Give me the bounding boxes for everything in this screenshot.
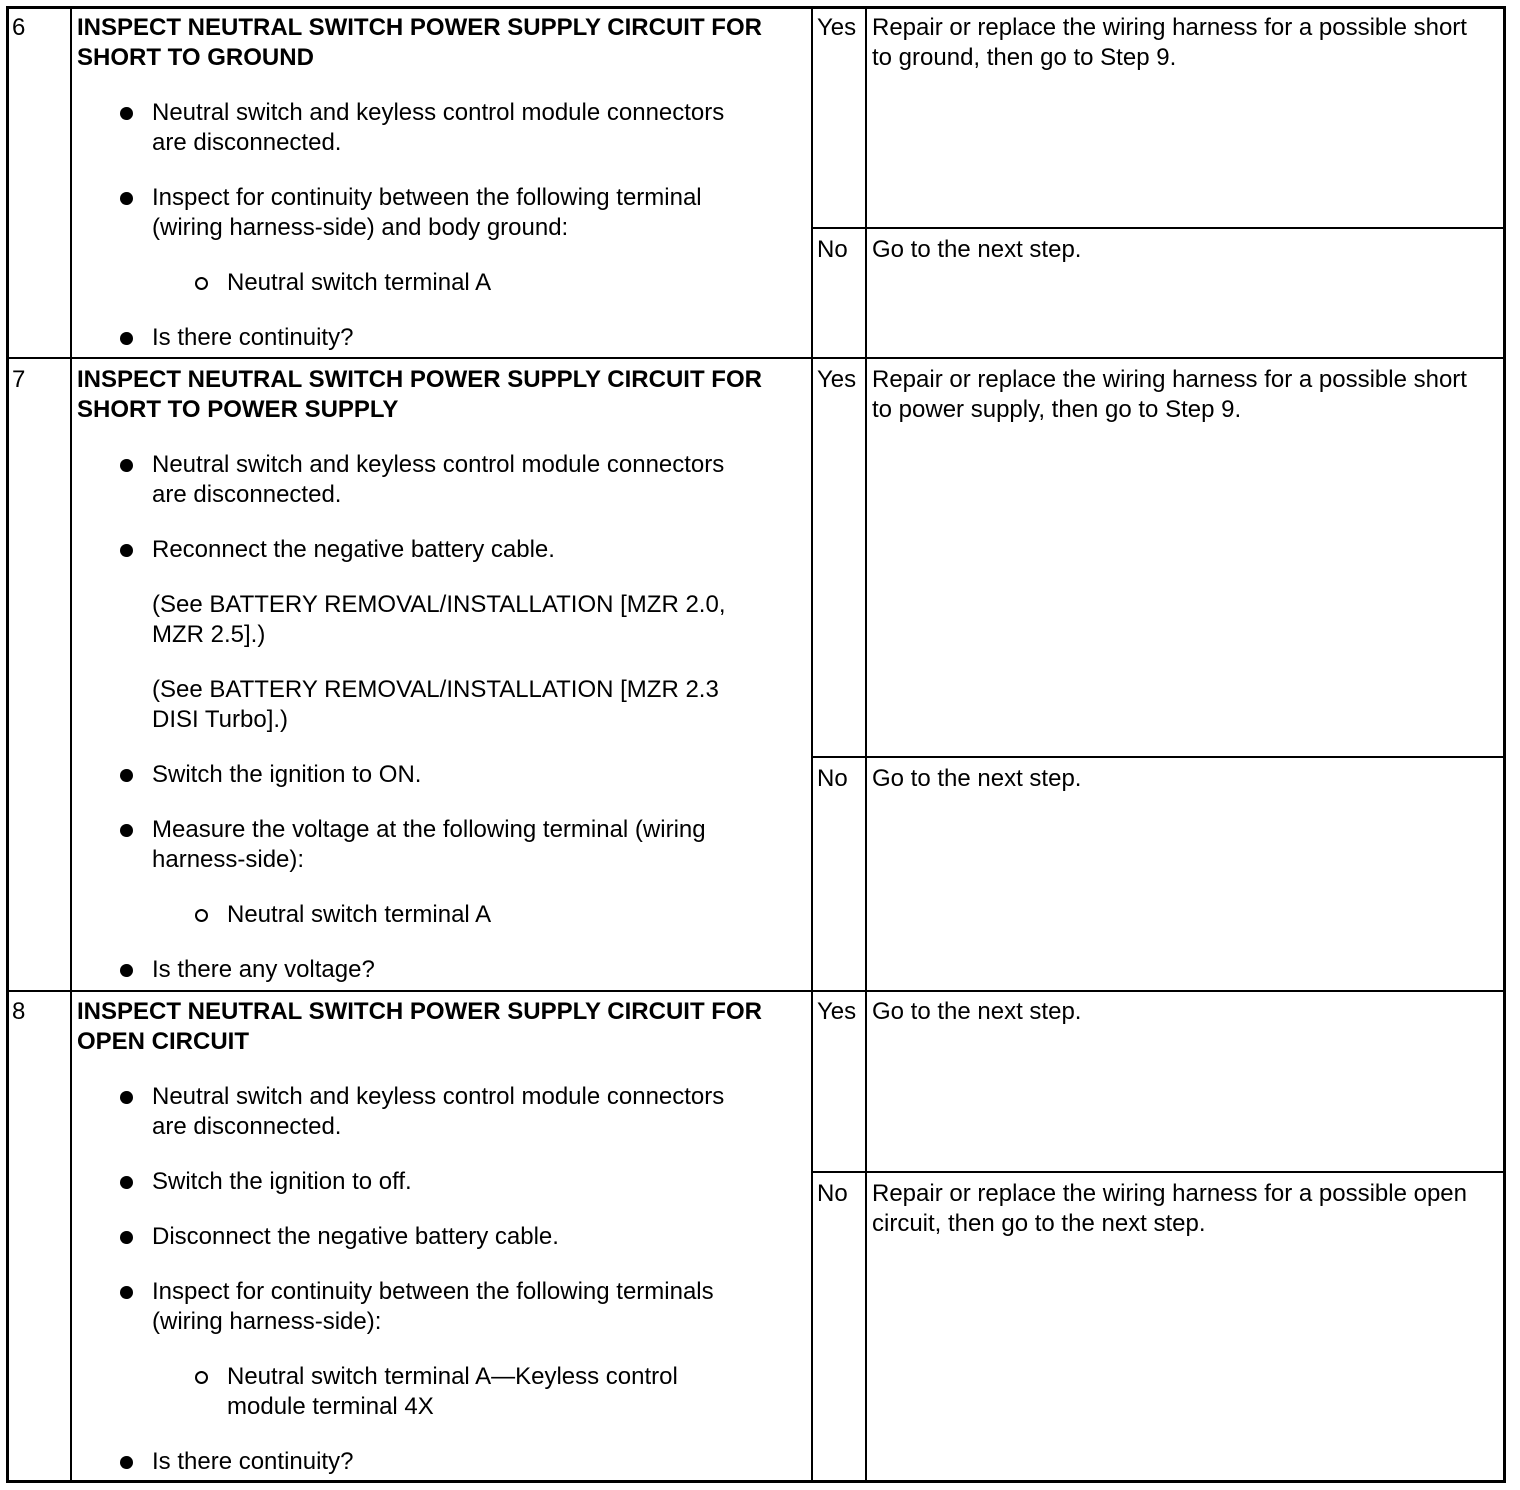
list-item: are disconnected. <box>152 481 342 508</box>
sub-bullet-icon <box>195 1371 208 1384</box>
no-label: No <box>817 1180 848 1207</box>
bullet-icon <box>120 964 133 977</box>
list-item: Neutral switch terminal A <box>227 269 492 296</box>
no-label: No <box>817 236 848 263</box>
list-item: Reconnect the negative battery cable. <box>152 536 555 563</box>
list-item: Inspect for continuity between the following terminal <box>152 184 702 211</box>
reference-note: (See BATTERY REMOVAL/INSTALLATION [MZR 2.3 <box>152 676 719 703</box>
yes-action: to ground, then go to Step 9. <box>872 44 1177 71</box>
step-title: OPEN CIRCUIT <box>77 1028 250 1055</box>
bullet-icon <box>120 1091 133 1104</box>
list-item: Disconnect the negative battery cable. <box>152 1223 559 1250</box>
list-item: Is there any voltage? <box>152 956 375 983</box>
reference-note: MZR 2.5].) <box>152 621 266 648</box>
list-item: (wiring harness-side) and body ground: <box>152 214 569 241</box>
step-title: INSPECT NEUTRAL SWITCH POWER SUPPLY CIRCUIT FOR <box>77 14 762 41</box>
reference-note: DISI Turbo].) <box>152 706 289 733</box>
list-item: Switch the ignition to off. <box>152 1168 412 1195</box>
bullet-icon <box>120 1231 133 1244</box>
bullet-icon <box>120 769 133 782</box>
list-item: Switch the ignition to ON. <box>152 761 422 788</box>
sub-bullet-icon <box>195 909 208 922</box>
bullet-icon <box>120 1456 133 1469</box>
yes-label: Yes <box>817 998 857 1025</box>
step-number: 6 <box>12 14 26 41</box>
row-divider <box>6 990 1506 992</box>
bullet-icon <box>120 824 133 837</box>
list-item: module terminal 4X <box>227 1393 434 1420</box>
bullet-icon <box>120 1286 133 1299</box>
list-item: Inspect for continuity between the following terminals <box>152 1278 714 1305</box>
list-item: harness-side): <box>152 846 305 873</box>
step-title: SHORT TO GROUND <box>77 44 314 71</box>
result-divider <box>811 227 1506 229</box>
bullet-icon <box>120 107 133 120</box>
step-title: SHORT TO POWER SUPPLY <box>77 396 399 423</box>
list-item: Measure the voltage at the following terminal (wiring <box>152 816 706 843</box>
bullet-icon <box>120 1176 133 1189</box>
list-item: Is there continuity? <box>152 324 354 351</box>
bullet-icon <box>120 332 133 345</box>
step-number: 8 <box>12 998 26 1025</box>
reference-note: (See BATTERY REMOVAL/INSTALLATION [MZR 2.0, <box>152 591 726 618</box>
result-divider <box>811 756 1506 758</box>
row-divider <box>6 357 1506 359</box>
step-number: 7 <box>12 366 26 393</box>
list-item: Neutral switch terminal A <box>227 901 492 928</box>
no-action: Repair or replace the wiring harness for a possible open <box>872 1180 1467 1207</box>
no-action: Go to the next step. <box>872 236 1082 263</box>
no-action: Go to the next step. <box>872 765 1082 792</box>
yes-action: to power supply, then go to Step 9. <box>872 396 1242 423</box>
bullet-icon <box>120 459 133 472</box>
list-item: Is there continuity? <box>152 1448 354 1475</box>
no-action: circuit, then go to the next step. <box>872 1210 1206 1237</box>
list-item: are disconnected. <box>152 1113 342 1140</box>
list-item: Neutral switch and keyless control module connectors <box>152 1083 725 1110</box>
yes-action: Repair or replace the wiring harness for a possible short <box>872 366 1467 393</box>
list-item: Neutral switch and keyless control module connectors <box>152 451 725 478</box>
list-item: (wiring harness-side): <box>152 1308 382 1335</box>
list-item: Neutral switch terminal A—Keyless control <box>227 1363 678 1390</box>
yes-label: Yes <box>817 14 857 41</box>
result-divider <box>811 1171 1506 1173</box>
step-title: INSPECT NEUTRAL SWITCH POWER SUPPLY CIRCUIT FOR <box>77 998 762 1025</box>
sub-bullet-icon <box>195 277 208 290</box>
list-item: are disconnected. <box>152 129 342 156</box>
step-title: INSPECT NEUTRAL SWITCH POWER SUPPLY CIRCUIT FOR <box>77 366 762 393</box>
bullet-icon <box>120 192 133 205</box>
bullet-icon <box>120 544 133 557</box>
column-divider <box>70 6 72 1483</box>
no-label: No <box>817 765 848 792</box>
yes-action: Go to the next step. <box>872 998 1082 1025</box>
yes-label: Yes <box>817 366 857 393</box>
yes-action: Repair or replace the wiring harness for a possible short <box>872 14 1467 41</box>
list-item: Neutral switch and keyless control module connectors <box>152 99 725 126</box>
